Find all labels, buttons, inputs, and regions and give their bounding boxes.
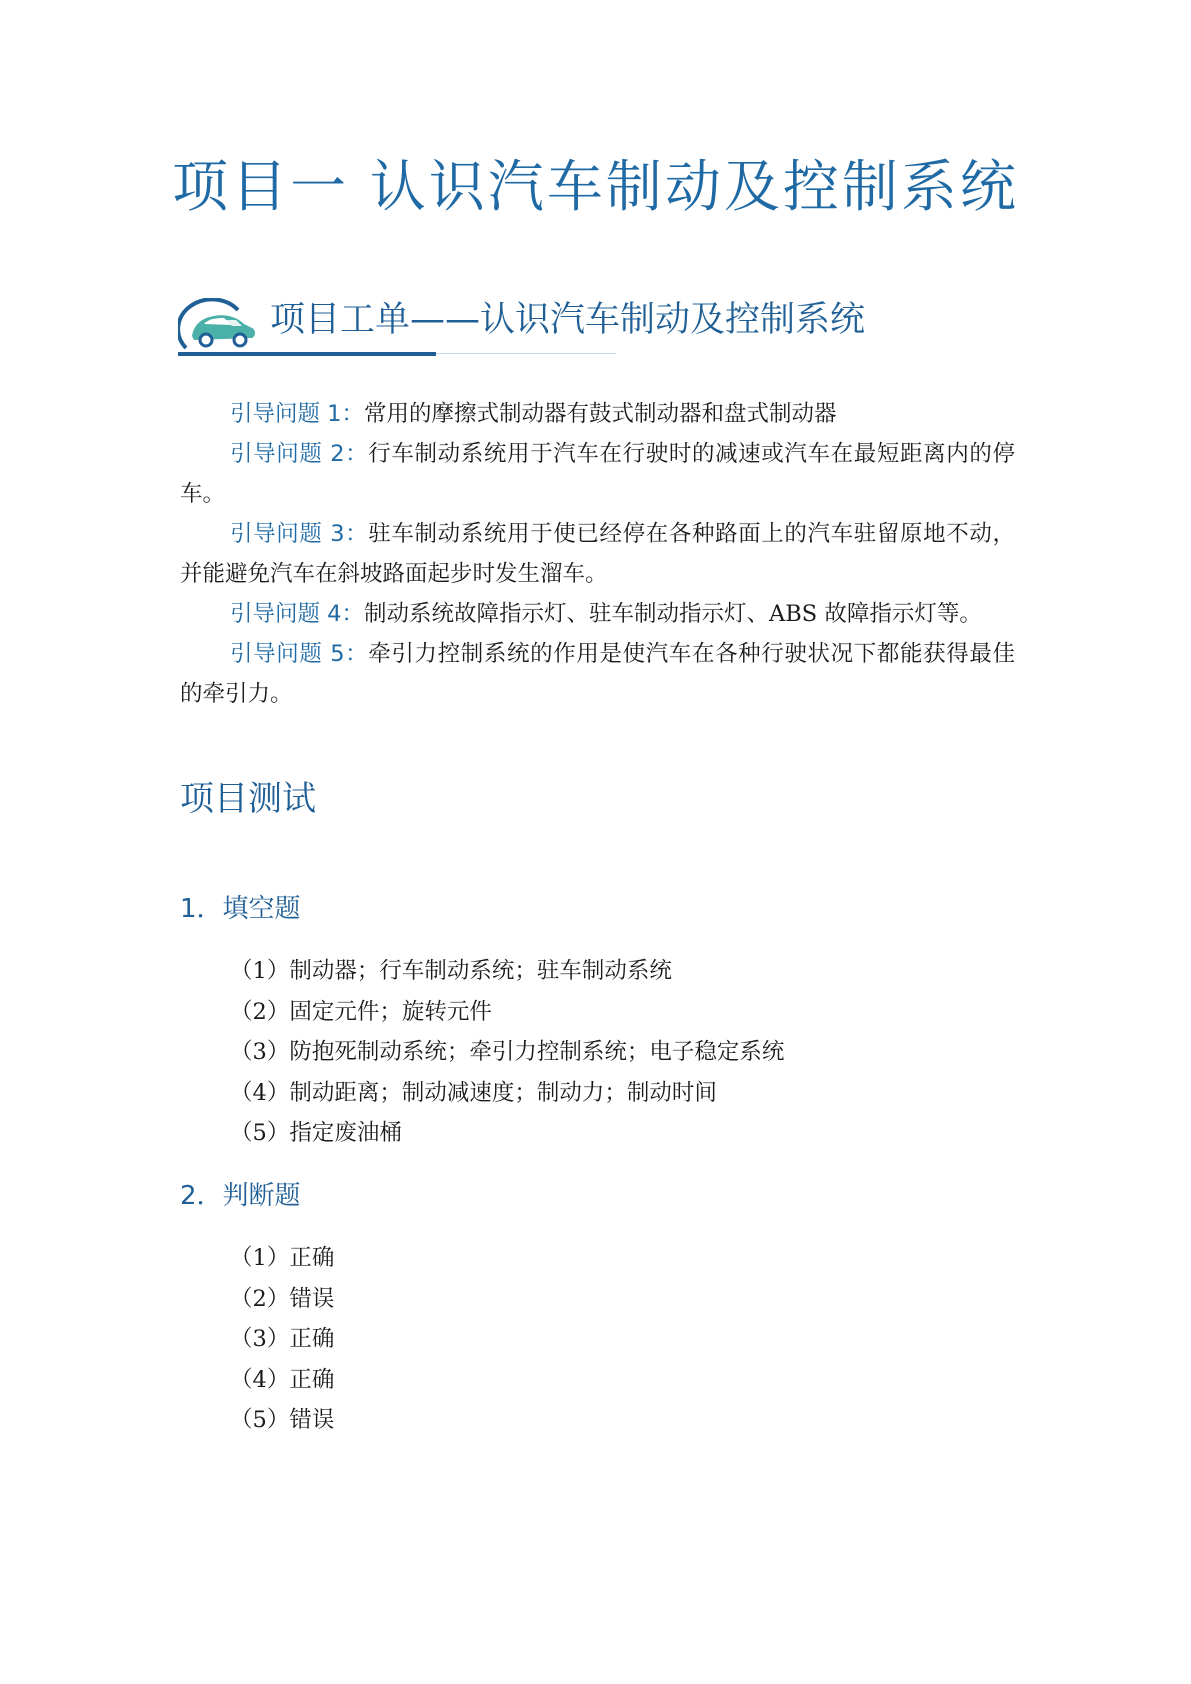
guide-answer: 驻车制动系统用于使已经停在各种路面上的汽车驻留原地不动，并能避免汽车在斜坡路面起步时发生溜车。 (180, 521, 1015, 587)
list-item: （4）正确 (230, 1366, 335, 1393)
list-item: （1）正确 (230, 1245, 335, 1271)
list-item: （2）固定元件；旋转元件 (230, 998, 492, 1025)
list-item: （5）指定废油桶 (230, 1120, 402, 1146)
work-order-underline-thin (436, 353, 616, 354)
guide-answer: 常用的摩擦式制动器有鼓式制动器和盘式制动器 (363, 401, 837, 427)
work-order-underline (178, 352, 436, 356)
true-false-answers (230, 1238, 334, 1441)
list-item: （2）错误 (230, 1285, 335, 1312)
fill-blank-heading: 1．填空题 (180, 894, 301, 924)
guide-question-4 (180, 594, 1015, 634)
guide-label: 引导问题 5： (230, 641, 369, 667)
true-false-heading: 2．判断题 (180, 1181, 301, 1211)
list-item: （1）制动器；行车制动系统；驻车制动系统 (230, 958, 672, 984)
guide-question-2 (180, 434, 1015, 514)
guide-answer: 制动系统故障指示灯、驻车制动指示灯、ABS 故障指示灯等。 (363, 601, 982, 627)
guide-questions (180, 394, 1015, 714)
guide-question-5 (180, 634, 1015, 714)
fill-blank-answers (230, 951, 784, 1154)
list-item: （3）正确 (230, 1326, 335, 1352)
document-title: 项目一 认识汽车制动及控制系统 (172, 155, 1019, 220)
project-test-heading: 项目测试 (180, 779, 316, 819)
work-order-header (178, 292, 938, 368)
list-item: （4）制动距离；制动减速度；制动力；制动时间 (230, 1079, 717, 1106)
guide-answer: 牵引力控制系统的作用是使汽车在各种行驶状况下都能获得最佳的牵引力。 (180, 641, 1015, 707)
work-order-title: 项目工单——认识汽车制动及控制系统 (270, 300, 866, 340)
guide-label: 引导问题 2： (230, 441, 369, 467)
guide-question-1 (180, 394, 1015, 434)
guide-question-3 (180, 514, 1015, 594)
list-item: （5）错误 (230, 1407, 335, 1433)
guide-answer: 行车制动系统用于汽车在行驶时的减速或汽车在最短距离内的停车。 (180, 441, 1015, 507)
guide-label: 引导问题 1： (230, 401, 364, 427)
guide-label: 引导问题 4： (230, 601, 364, 627)
list-item: （3）防抱死制动系统；牵引力控制系统；电子稳定系统 (230, 1039, 785, 1065)
guide-label: 引导问题 3： (230, 521, 369, 547)
